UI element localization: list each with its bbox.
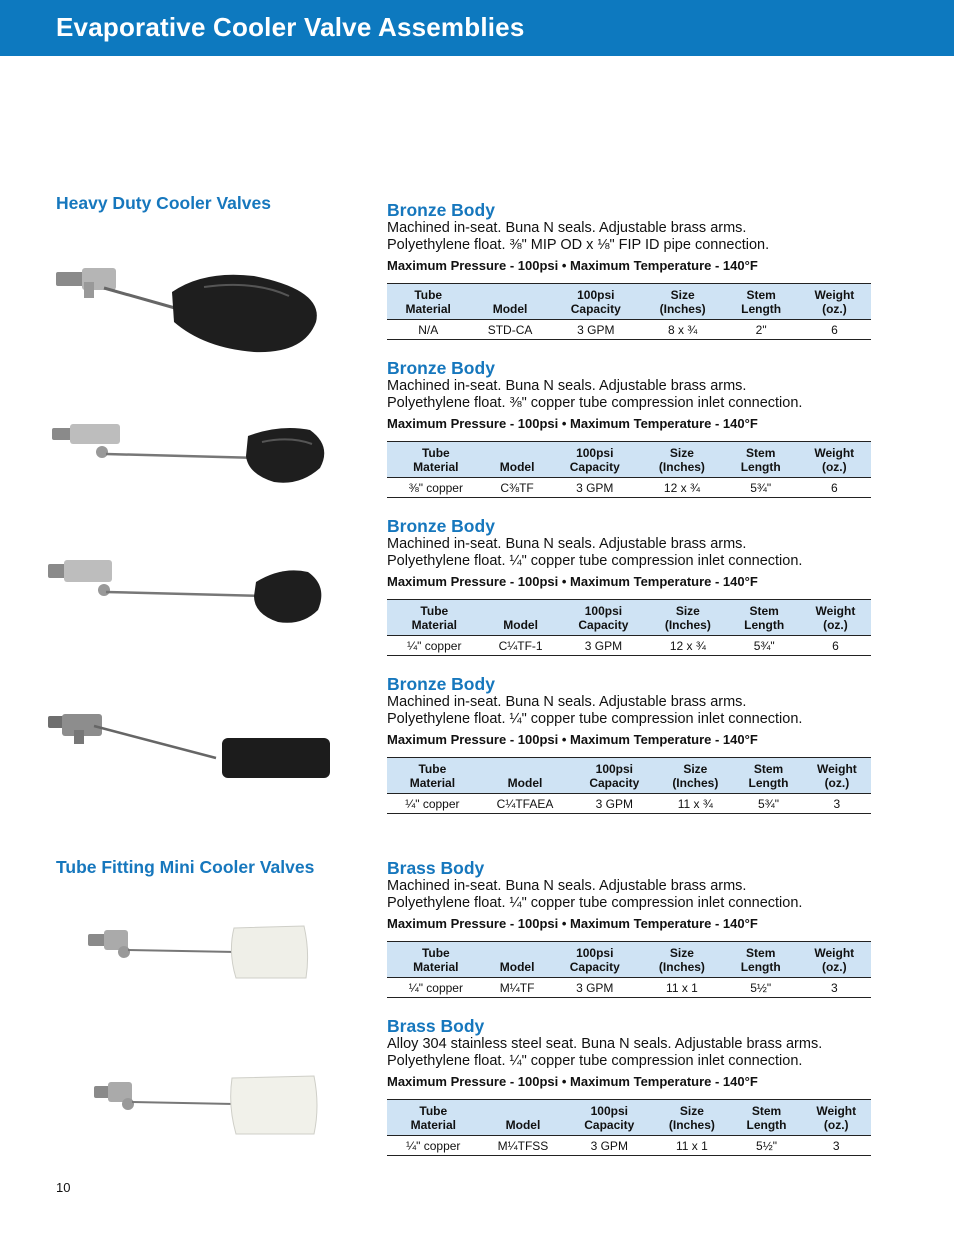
cell-size: 8 x ¾ — [641, 320, 725, 340]
category-heading-mini: Tube Fitting Mini Cooler Valves — [56, 857, 315, 877]
product-description-line-1: Machined in-seat. Buna N seals. Adjustable brass arms. — [387, 220, 747, 236]
spec-table — [387, 441, 871, 498]
header-size: Size (Inches) — [647, 600, 728, 636]
header-model: Model — [485, 442, 550, 478]
spec-table — [387, 1099, 871, 1156]
product-spec: Maximum Pressure - 100psi • Maximum Temperature - 140°F — [387, 258, 758, 273]
product-title: Brass Body — [387, 1016, 485, 1036]
product-description-line-1: Alloy 304 stainless steel seat. Buna N seals. Adjustable brass arms. — [387, 1036, 823, 1052]
header-banner — [0, 0, 954, 56]
header-weight: Weight (oz.) — [798, 942, 871, 978]
table-header-row — [387, 600, 871, 636]
page-title: Evaporative Cooler Valve Assemblies — [56, 12, 525, 42]
cell-stem-length: 5½" — [732, 1136, 802, 1156]
valve-photo-m14tf — [86, 922, 312, 984]
table-row — [387, 794, 871, 814]
table-header-row — [387, 942, 871, 978]
product-block-1 — [387, 200, 871, 340]
product-block-4 — [387, 674, 871, 814]
header-model: Model — [478, 758, 573, 794]
table-header-row — [387, 1100, 871, 1136]
product-title: Bronze Body — [387, 516, 495, 536]
table-row — [387, 320, 871, 340]
cell-weight: 3 — [803, 794, 871, 814]
cell-capacity: 3 GPM — [549, 478, 640, 498]
header-stem-length: Stem Length — [732, 1100, 802, 1136]
cell-tube-material: ¼" copper — [387, 1136, 480, 1156]
product-description-line-2: Polyethylene float. ¼" copper tube compression inlet connection. — [387, 895, 803, 911]
header-tube-material: Tube Material — [387, 600, 482, 636]
cell-stem-length: 5¾" — [728, 636, 799, 656]
cell-weight: 6 — [798, 478, 871, 498]
header-capacity: 100psi Capacity — [566, 1100, 652, 1136]
product-spec: Maximum Pressure - 100psi • Maximum Temperature - 140°F — [387, 732, 758, 747]
product-spec: Maximum Pressure - 100psi • Maximum Temperature - 140°F — [387, 416, 758, 431]
product-title: Brass Body — [387, 858, 485, 878]
product-spec: Maximum Pressure - 100psi • Maximum Temperature - 140°F — [387, 916, 758, 931]
header-model: Model — [480, 1100, 567, 1136]
product-description-line-1: Machined in-seat. Buna N seals. Adjustable brass arms. — [387, 694, 747, 710]
header-model: Model — [482, 600, 560, 636]
cell-tube-material: N/A — [387, 320, 469, 340]
table-header-row — [387, 284, 871, 320]
cell-size: 11 x ¾ — [656, 794, 734, 814]
cell-model: C¼TFAEA — [478, 794, 573, 814]
cell-weight: 3 — [798, 978, 871, 998]
cell-model: STD-CA — [469, 320, 550, 340]
header-weight: Weight (oz.) — [798, 284, 871, 320]
header-capacity: 100psi Capacity — [549, 942, 640, 978]
table-row — [387, 478, 871, 498]
product-description-line-2: Polyethylene float. ¼" copper tube compression inlet connection. — [387, 553, 803, 569]
cell-tube-material: ¼" copper — [387, 978, 485, 998]
spec-table — [387, 599, 871, 656]
header-capacity: 100psi Capacity — [572, 758, 656, 794]
header-stem-length: Stem Length — [724, 942, 798, 978]
cell-capacity: 3 GPM — [560, 636, 648, 656]
cell-tube-material: ⅜" copper — [387, 478, 485, 498]
header-size: Size (Inches) — [640, 442, 724, 478]
product-title: Bronze Body — [387, 358, 495, 378]
header-weight: Weight (oz.) — [798, 442, 871, 478]
header-capacity: 100psi Capacity — [551, 284, 641, 320]
product-spec: Maximum Pressure - 100psi • Maximum Temperature - 140°F — [387, 1074, 758, 1089]
header-size: Size (Inches) — [641, 284, 725, 320]
cell-model: M¼TF — [485, 978, 550, 998]
valve-photo-m14tfss — [92, 1074, 322, 1138]
valve-photo-std-ca — [54, 262, 326, 358]
cell-size: 11 x 1 — [652, 1136, 731, 1156]
cell-model: M¼TFSS — [480, 1136, 567, 1156]
product-description-line-2: Polyethylene float. ¼" copper tube compression inlet connection. — [387, 711, 803, 727]
cell-capacity: 3 GPM — [551, 320, 641, 340]
product-description-line-2: Polyethylene float. ⅜" copper tube compression inlet connection. — [387, 395, 803, 411]
cell-stem-length: 5¾" — [734, 794, 803, 814]
cell-tube-material: ¼" copper — [387, 636, 482, 656]
product-block-3 — [387, 516, 871, 656]
product-description-line-2: Polyethylene float. ⅜" MIP OD x ⅛" FIP ID pipe connection. — [387, 237, 770, 253]
product-title: Bronze Body — [387, 674, 495, 694]
header-tube-material: Tube Material — [387, 284, 469, 320]
cell-model: C¼TF-1 — [482, 636, 560, 656]
spec-table — [387, 757, 871, 814]
product-description-line-2: Polyethylene float. ¼" copper tube compression inlet connection. — [387, 1053, 803, 1069]
product-description-line-1: Machined in-seat. Buna N seals. Adjustable brass arms. — [387, 378, 747, 394]
spec-table — [387, 283, 871, 340]
cell-size: 12 x ¾ — [647, 636, 728, 656]
product-block-6 — [387, 1016, 871, 1156]
cell-tube-material: ¼" copper — [387, 794, 478, 814]
header-tube-material: Tube Material — [387, 942, 485, 978]
valve-photo-c14tf-1 — [46, 556, 328, 628]
page-number: 10 — [56, 1180, 71, 1195]
table-header-row — [387, 442, 871, 478]
cell-model: C⅜TF — [485, 478, 550, 498]
cell-capacity: 3 GPM — [566, 1136, 652, 1156]
spec-table — [387, 941, 871, 998]
table-header-row — [387, 758, 871, 794]
product-block-5 — [387, 858, 871, 998]
header-weight: Weight (oz.) — [801, 1100, 871, 1136]
product-description-line-1: Machined in-seat. Buna N seals. Adjustable brass arms. — [387, 878, 747, 894]
header-tube-material: Tube Material — [387, 442, 485, 478]
category-heading-heavy-duty: Heavy Duty Cooler Valves — [56, 193, 271, 213]
table-row — [387, 636, 871, 656]
header-tube-material: Tube Material — [387, 758, 478, 794]
product-block-2 — [387, 358, 871, 498]
product-spec: Maximum Pressure - 100psi • Maximum Temperature - 140°F — [387, 574, 758, 589]
header-size: Size (Inches) — [652, 1100, 731, 1136]
header-capacity: 100psi Capacity — [560, 600, 648, 636]
header-model: Model — [485, 942, 550, 978]
header-stem-length: Stem Length — [724, 284, 797, 320]
valve-photo-c38tf — [50, 416, 330, 492]
header-weight: Weight (oz.) — [803, 758, 871, 794]
header-stem-length: Stem Length — [728, 600, 799, 636]
cell-size: 12 x ¾ — [640, 478, 724, 498]
product-title: Bronze Body — [387, 200, 495, 220]
header-tube-material: Tube Material — [387, 1100, 480, 1136]
cell-capacity: 3 GPM — [572, 794, 656, 814]
header-stem-length: Stem Length — [724, 442, 798, 478]
cell-weight: 6 — [800, 636, 871, 656]
cell-size: 11 x 1 — [640, 978, 724, 998]
valve-photo-c14tfaea — [46, 712, 332, 782]
header-stem-length: Stem Length — [734, 758, 803, 794]
header-weight: Weight (oz.) — [800, 600, 871, 636]
table-row — [387, 1136, 871, 1156]
cell-weight: 3 — [801, 1136, 871, 1156]
header-capacity: 100psi Capacity — [549, 442, 640, 478]
table-row — [387, 978, 871, 998]
cell-weight: 6 — [798, 320, 871, 340]
cell-stem-length: 5¾" — [724, 478, 798, 498]
header-size: Size (Inches) — [656, 758, 734, 794]
cell-stem-length: 5½" — [724, 978, 798, 998]
cell-stem-length: 2" — [724, 320, 797, 340]
header-model: Model — [469, 284, 550, 320]
header-size: Size (Inches) — [640, 942, 724, 978]
cell-capacity: 3 GPM — [549, 978, 640, 998]
product-description-line-1: Machined in-seat. Buna N seals. Adjustable brass arms. — [387, 536, 747, 552]
